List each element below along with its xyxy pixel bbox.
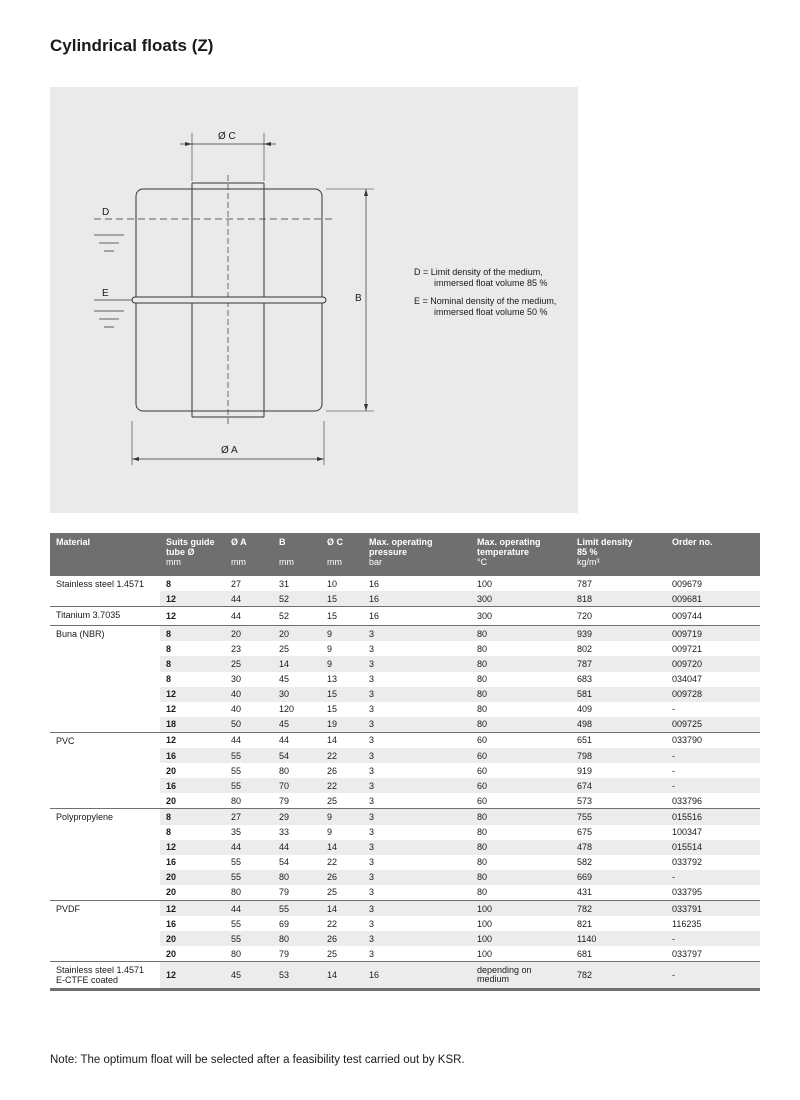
dia-c-cell: 19 [321,717,363,733]
b-cell: 80 [273,763,321,778]
dim-c-label: Ø C [218,131,236,142]
material-cell: Stainless steel 1.4571 [50,576,160,607]
table-row [50,607,760,626]
dia-a-cell: 55 [225,931,273,946]
pressure-cell: 3 [363,916,471,931]
density-cell: 818 [571,591,666,607]
order-no-cell: 009728 [666,687,760,702]
dia-c-cell: 25 [321,946,363,962]
dia-c-cell: 15 [321,591,363,607]
material-cell: Titanium 3.7035 [50,607,160,626]
b-cell: 70 [273,778,321,793]
material-cell: Polypropylene [50,809,160,901]
tube-cell: 16 [160,855,225,870]
tube-cell: 12 [160,591,225,607]
dia-a-cell: 30 [225,672,273,687]
tube-cell: 12 [160,607,225,626]
dia-c-cell: 15 [321,607,363,626]
b-cell: 52 [273,591,321,607]
dia-c-cell: 15 [321,687,363,702]
pressure-cell: 3 [363,900,471,916]
density-cell: 669 [571,870,666,885]
dia-c-cell: 9 [321,656,363,671]
pressure-cell: 3 [363,763,471,778]
tube-cell: 20 [160,931,225,946]
tube-cell: 16 [160,748,225,763]
dia-a-cell: 45 [225,962,273,990]
tube-cell: 8 [160,656,225,671]
table-row [50,809,760,825]
density-cell: 939 [571,626,666,642]
legend-e-line1: E = Nominal density of the medium, [414,296,557,306]
order-no-cell: - [666,763,760,778]
pressure-cell: 3 [363,702,471,717]
dia-a-cell: 44 [225,732,273,748]
diagram-legend [414,267,556,325]
density-cell: 720 [571,607,666,626]
tube-cell: 16 [160,916,225,931]
pressure-cell: 3 [363,793,471,809]
dia-c-cell: 26 [321,931,363,946]
dia-a-cell: 27 [225,809,273,825]
pressure-cell: 3 [363,825,471,840]
temperature-cell: 80 [471,840,571,855]
dia-c-cell: 9 [321,825,363,840]
density-cell: 821 [571,916,666,931]
weld-seam [132,297,326,303]
table-header-row [50,533,760,576]
dia-a-cell: 44 [225,840,273,855]
temperature-cell: 80 [471,656,571,671]
dia-a-cell: 55 [225,916,273,931]
order-no-cell: - [666,702,760,717]
temperature-cell: 100 [471,576,571,592]
pressure-cell: 16 [363,607,471,626]
pressure-cell: 3 [363,931,471,946]
temperature-cell: 100 [471,916,571,931]
order-no-cell: - [666,962,760,990]
temperature-cell: 100 [471,946,571,962]
pressure-cell: 3 [363,732,471,748]
float-diagram [50,87,578,513]
density-cell: 787 [571,576,666,592]
density-cell: 755 [571,809,666,825]
table-row [50,900,760,916]
header-pressure: Max. operating pressure bar [363,533,471,576]
dia-a-cell: 20 [225,626,273,642]
density-cell: 409 [571,702,666,717]
dia-a-cell: 55 [225,763,273,778]
density-cell: 675 [571,825,666,840]
density-cell: 651 [571,732,666,748]
b-cell: 80 [273,870,321,885]
b-cell: 29 [273,809,321,825]
material-cell: Stainless steel 1.4571 E-CTFE coated [50,962,160,990]
order-no-cell: 033791 [666,900,760,916]
tube-cell: 20 [160,763,225,778]
b-cell: 80 [273,931,321,946]
dia-c-cell: 10 [321,576,363,592]
temperature-cell: 100 [471,900,571,916]
b-cell: 31 [273,576,321,592]
b-cell: 55 [273,900,321,916]
order-no-cell: 015516 [666,809,760,825]
float-spec-table [50,533,760,991]
temperature-cell: 80 [471,687,571,702]
b-cell: 79 [273,946,321,962]
dia-a-cell: 40 [225,702,273,717]
header-tube: Suits guide tube Ø mm [160,533,225,576]
density-cell: 582 [571,855,666,870]
dia-c-cell: 14 [321,962,363,990]
footnote: Note: The optimum float will be selected after a feasibility test carried out by KSR. [50,1054,465,1066]
pressure-cell: 3 [363,641,471,656]
order-no-cell: - [666,870,760,885]
temperature-cell: 80 [471,870,571,885]
tube-cell: 20 [160,885,225,901]
temperature-cell: 80 [471,885,571,901]
order-no-cell: 009720 [666,656,760,671]
order-no-cell: 009721 [666,641,760,656]
b-cell: 120 [273,702,321,717]
b-cell: 44 [273,732,321,748]
pressure-cell: 3 [363,870,471,885]
temperature-cell: 80 [471,717,571,733]
page-title: Cylindrical floats (Z) [50,36,214,55]
b-cell: 54 [273,855,321,870]
level-d-label: D [102,207,110,218]
dia-c-cell: 22 [321,916,363,931]
dia-c-cell: 22 [321,855,363,870]
temperature-cell: 100 [471,931,571,946]
dia-a-cell: 80 [225,885,273,901]
tube-cell: 8 [160,641,225,656]
b-cell: 53 [273,962,321,990]
pressure-cell: 3 [363,626,471,642]
material-cell: PVDF [50,900,160,961]
density-cell: 674 [571,778,666,793]
temperature-cell: 60 [471,793,571,809]
dim-b-label: B [355,293,362,304]
tube-cell: 20 [160,946,225,962]
temperature-cell: 80 [471,626,571,642]
pressure-cell: 3 [363,885,471,901]
tube-cell: 12 [160,687,225,702]
dia-c-cell: 26 [321,763,363,778]
dia-a-cell: 50 [225,717,273,733]
temperature-cell: 60 [471,748,571,763]
density-cell: 802 [571,641,666,656]
order-no-cell: 009725 [666,717,760,733]
pressure-cell: 3 [363,748,471,763]
header-temperature: Max. operating temperature °C [471,533,571,576]
dia-c-cell: 9 [321,626,363,642]
temperature-cell: 80 [471,809,571,825]
pressure-cell: 3 [363,672,471,687]
material-cell: Buna (NBR) [50,626,160,733]
pressure-cell: 3 [363,687,471,702]
tube-cell: 8 [160,825,225,840]
order-no-cell: 033795 [666,885,760,901]
dia-a-cell: 35 [225,825,273,840]
dia-c-cell: 14 [321,840,363,855]
dia-c-cell: 26 [321,870,363,885]
pressure-cell: 16 [363,962,471,990]
order-no-cell: 009744 [666,607,760,626]
density-cell: 1140 [571,931,666,946]
order-no-cell: 033792 [666,855,760,870]
dia-c-cell: 25 [321,885,363,901]
dia-a-cell: 27 [225,576,273,592]
tube-cell: 18 [160,717,225,733]
pressure-cell: 3 [363,778,471,793]
pressure-cell: 3 [363,855,471,870]
dia-a-cell: 44 [225,607,273,626]
dim-a-label: Ø A [221,445,238,456]
b-cell: 45 [273,672,321,687]
dia-a-cell: 55 [225,855,273,870]
order-no-cell: 100347 [666,825,760,840]
tube-cell: 20 [160,870,225,885]
density-cell: 573 [571,793,666,809]
level-e-label: E [102,288,109,299]
b-cell: 14 [273,656,321,671]
pressure-cell: 3 [363,840,471,855]
dia-c-cell: 15 [321,702,363,717]
order-no-cell: 009681 [666,591,760,607]
order-no-cell: 009719 [666,626,760,642]
temperature-cell: 80 [471,855,571,870]
table-body [50,576,760,990]
header-density: Limit density 85 % kg/m³ [571,533,666,576]
density-cell: 478 [571,840,666,855]
dia-c-cell: 9 [321,809,363,825]
tube-cell: 8 [160,626,225,642]
dia-a-cell: 44 [225,900,273,916]
tube-cell: 8 [160,672,225,687]
header-material: Material [50,533,160,576]
dia-c-cell: 13 [321,672,363,687]
dia-a-cell: 80 [225,793,273,809]
density-cell: 681 [571,946,666,962]
pressure-cell: 3 [363,946,471,962]
b-cell: 33 [273,825,321,840]
dia-c-cell: 14 [321,900,363,916]
header-b: B mm [273,533,321,576]
b-cell: 20 [273,626,321,642]
density-cell: 787 [571,656,666,671]
b-cell: 44 [273,840,321,855]
order-no-cell: 015514 [666,840,760,855]
order-no-cell: - [666,931,760,946]
tube-cell: 12 [160,732,225,748]
pressure-cell: 3 [363,717,471,733]
dia-a-cell: 80 [225,946,273,962]
dia-a-cell: 55 [225,778,273,793]
pressure-cell: 3 [363,656,471,671]
material-cell: PVC [50,732,160,808]
order-no-cell: 116235 [666,916,760,931]
table-row [50,626,760,642]
dia-a-cell: 23 [225,641,273,656]
table-row [50,576,760,592]
order-no-cell: 033797 [666,946,760,962]
order-no-cell: 009679 [666,576,760,592]
table-row [50,732,760,748]
tube-cell: 20 [160,793,225,809]
pressure-cell: 16 [363,576,471,592]
legend-e-line2: immersed float volume 50 % [434,306,548,317]
legend-d-line1: D = Limit density of the medium, [414,267,543,277]
temperature-cell: 60 [471,732,571,748]
tube-cell: 12 [160,962,225,990]
tube-cell: 16 [160,778,225,793]
dia-a-cell: 40 [225,687,273,702]
dia-c-cell: 22 [321,778,363,793]
density-cell: 919 [571,763,666,778]
temperature-cell: 80 [471,641,571,656]
order-no-cell: - [666,748,760,763]
dia-a-cell: 25 [225,656,273,671]
b-cell: 52 [273,607,321,626]
order-no-cell: - [666,778,760,793]
density-cell: 782 [571,962,666,990]
b-cell: 30 [273,687,321,702]
table-row [50,962,760,990]
dia-c-cell: 9 [321,641,363,656]
b-cell: 54 [273,748,321,763]
density-cell: 683 [571,672,666,687]
b-cell: 25 [273,641,321,656]
b-cell: 45 [273,717,321,733]
header-a: Ø A mm [225,533,273,576]
density-cell: 581 [571,687,666,702]
temperature-cell: 300 [471,607,571,626]
tube-cell: 12 [160,900,225,916]
density-cell: 431 [571,885,666,901]
order-no-cell: 033796 [666,793,760,809]
dia-c-cell: 14 [321,732,363,748]
dia-a-cell: 55 [225,870,273,885]
density-cell: 498 [571,717,666,733]
temperature-cell: 300 [471,591,571,607]
header-order: Order no. [666,533,760,576]
order-no-cell: 033790 [666,732,760,748]
dia-a-cell: 55 [225,748,273,763]
temperature-cell: 60 [471,763,571,778]
order-no-cell: 034047 [666,672,760,687]
dia-a-cell: 44 [225,591,273,607]
b-cell: 69 [273,916,321,931]
density-cell: 782 [571,900,666,916]
tube-cell: 12 [160,840,225,855]
temperature-cell: depending on medium [471,962,571,990]
dia-c-cell: 25 [321,793,363,809]
pressure-cell: 16 [363,591,471,607]
pressure-cell: 3 [363,809,471,825]
density-cell: 798 [571,748,666,763]
dia-c-cell: 22 [321,748,363,763]
temperature-cell: 60 [471,778,571,793]
tube-cell: 12 [160,702,225,717]
temperature-cell: 80 [471,825,571,840]
legend-d-line2: immersed float volume 85 % [434,277,548,288]
b-cell: 79 [273,885,321,901]
b-cell: 79 [273,793,321,809]
tube-cell: 8 [160,809,225,825]
tube-cell: 8 [160,576,225,592]
header-c: Ø C mm [321,533,363,576]
temperature-cell: 80 [471,702,571,717]
temperature-cell: 80 [471,672,571,687]
